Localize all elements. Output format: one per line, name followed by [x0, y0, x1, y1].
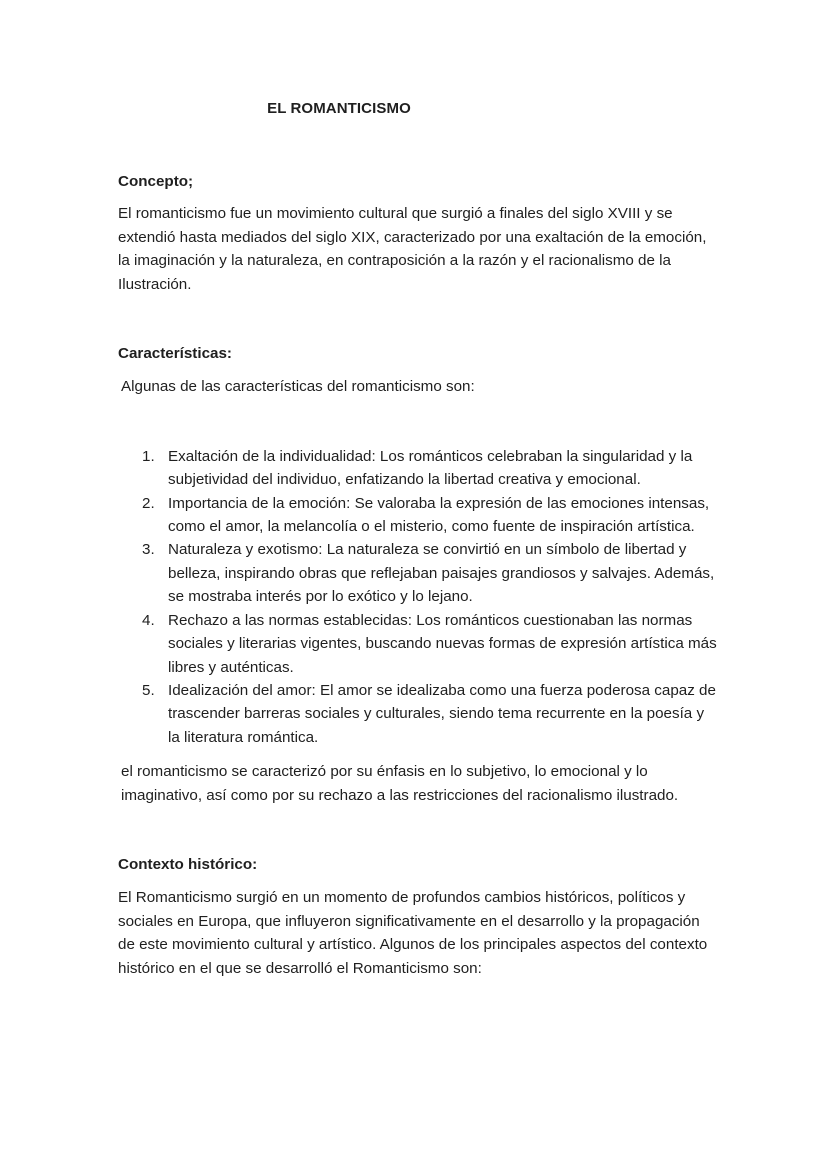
list-item: Rechazo a las normas establecidas: Los románticos cuestionaban las normas sociales y literarias vigentes, buscando nuevas formas de expresión artística más libres y auténticas. [168, 611, 717, 676]
document-title: EL ROMANTICISMO [267, 100, 411, 117]
caracteristicas-conclusion: el romanticismo se caracterizó por su énfasis en lo subjetivo, lo emocional y lo imaginativo, así como por su rechazo a las restricciones del racionalismo ilustrado. [121, 763, 679, 804]
list-item: Naturaleza y exotismo: La naturaleza se convirtió en un símbolo de libertad y belleza, inspirando obras que reflejaban paisajes grandiosos y salvajes. Además, se mostraba interés por lo exótico y lo lejano. [168, 541, 715, 606]
list-item: Idealización del amor: El amor se idealizaba como una fuerza poderosa capaz de trascender barreras sociales y culturales, siendo tema recurrente en la poesía y la literatura romántica. [168, 681, 716, 746]
section-heading-contexto: Contexto histórico: [118, 855, 258, 873]
list-item: Exaltación de la individualidad: Los románticos celebraban la singularidad y la subjetividad del individuo, enfatizando la libertad creativa y emocional. [168, 447, 693, 489]
caracteristicas-intro: Algunas de las características del romanticismo son: [121, 378, 475, 396]
concepto-paragraph: El romanticismo fue un movimiento cultural que surgió a finales del siglo XVIII y se extendió hasta mediados del siglo XIX, caracterizado por una exaltación de la emoción, la imaginación y la naturaleza, en contraposición a la razón y el racionalismo de la Ilustración. [118, 205, 707, 293]
section-heading-concepto: Concepto; [118, 173, 194, 190]
caracteristicas-list [118, 445, 718, 749]
document-body [118, 170, 718, 980]
section-heading-caracteristicas: Características: [118, 345, 232, 363]
list-item: Importancia de la emoción: Se valoraba la expresión de las emociones intensas, como el amor, la melancolía o el misterio, como fuente de inspiración artística. [168, 494, 710, 536]
contexto-paragraph: El Romanticismo surgió en un momento de profundos cambios históricos, políticos y sociales en Europa, que influyeron significativamente en el desarrollo y la propagación de este movimiento cultural y artístico. Algunos de los principales aspectos del contexto histórico en el que se desarrolló el Romanticismo son: [118, 889, 708, 977]
